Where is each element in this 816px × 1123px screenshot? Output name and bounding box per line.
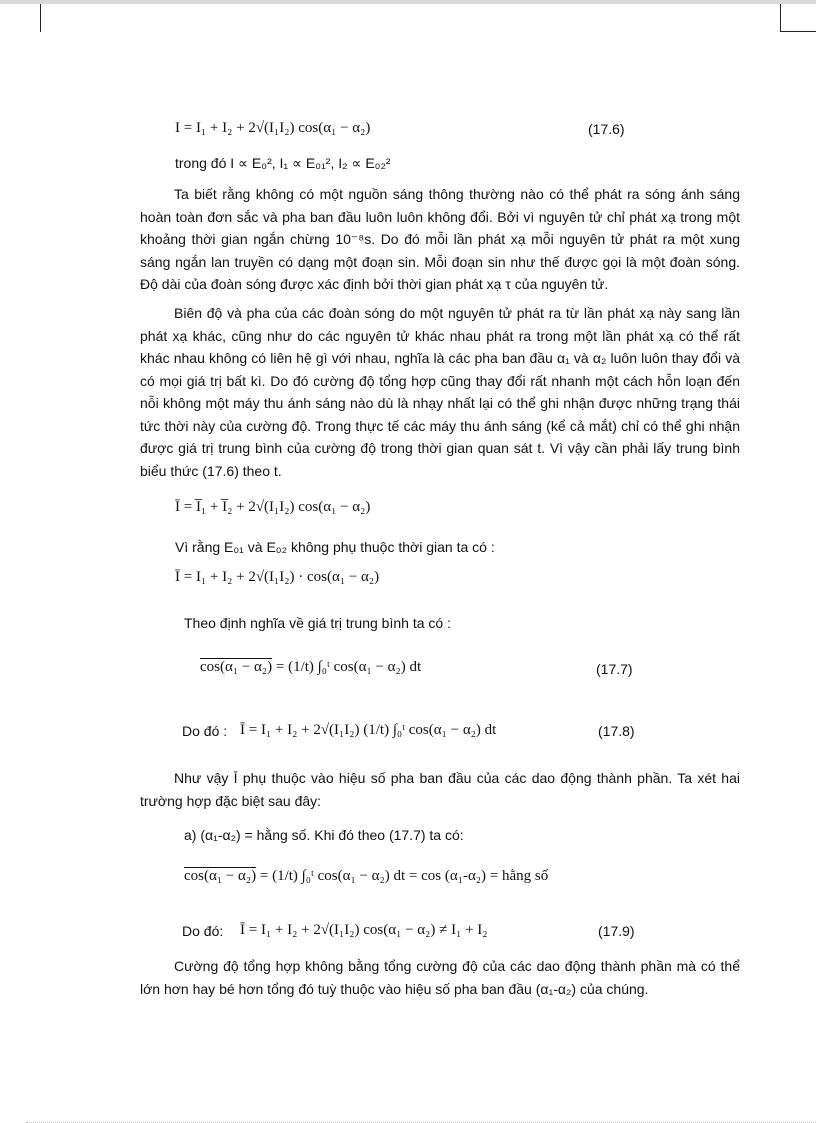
- crop-mark-right-horizontal: [780, 31, 816, 32]
- equation-17-8: Ī = I₁ + I₂ + 2√(I₁I₂) (1/t) ∫₀ᵗ cos(α₁ − α₂) dt: [240, 722, 497, 738]
- paragraph-2: Biên độ và pha của các đoàn sóng do một nguyên tử phát ra từ lần phát xạ này sang lần phát xạ khác, cũng như do các nguyên tử khác nhau phát ra trong một lần phát xạ có thể rất khác nhau không có liên hệ gì với nhau, nghĩa là các pha ban đầu α₁ và α₂ luôn luôn thay đổi và có mọi giá trị bất kì. Do đó cường độ tổng hợp cũng thay đổi rất nhanh một cách hỗn loạn đến nỗi không một máy thu ánh sáng nào dù là nhạy nhất lại có thể ghi nhận được những trạng thái tức thời này của cường độ. Trong thực tế các máy thu ánh sáng (kể cả mắt) chỉ có thể ghi nhận được giá trị trung bình của cường độ trong thời gian quan sát t. Vì vậy cần phải lấy trung bình biểu thức (17.6) theo t.: [140, 305, 740, 479]
- case-a-equation-lhs: cos(α₁ − α₂): [184, 868, 257, 884]
- paragraph-4: Cường độ tổng hợp không bằng tổng cường độ của các dao động thành phần mà có thể lớn hơn hay bé hơn tổng đó tuỳ thuộc vào hiệu số pha ban đầu (α₁-α₂) của chúng.: [140, 958, 740, 997]
- paragraph-1: Ta biết rằng không có một nguồn sáng thông thường nào có thể phát ra sóng ánh sáng hoàn toàn đơn sắc và pha ban đầu luôn luôn không đổi. Bởi vì nguyên tử chỉ phát xạ trong một khoảng thời gian ngắn chừng 10⁻⁸s. Do đó mỗi lần phát xạ mỗi nguyên tử phát ra một xung sáng ngắn lan truyền có dạng một đoạn sin. Mỗi đoạn sin như thế được gọi là một đoàn sóng. Độ dài của đoàn sóng được xác định bởi thời gian phát xạ τ của nguyên tử.: [140, 186, 740, 292]
- equation-17-9-prefix: Do đó:: [182, 923, 224, 939]
- equation-17-8-prefix: Do đó :: [182, 723, 228, 739]
- case-a-equation: [184, 866, 548, 886]
- equation-number-17-9: (17.9): [598, 923, 635, 939]
- because-line: Vì rằng E₀₁ và E₀₂ không phụ thuộc thời gian ta có :: [175, 539, 495, 555]
- equation-17-9: Ī = I₁ + I₂ + 2√(I₁I₂) cos(α₁ − α₂) ≠ I₁ + I₂: [240, 922, 488, 938]
- case-a-equation-rhs: = (1/t) ∫₀ᵗ cos(α₁ − α₂) dt = cos (α₁-α₂) = hằng số: [259, 868, 549, 884]
- where-line: trong đó I ∝ E₀², I₁ ∝ E₀₁², I₂ ∝ E₀₂²: [175, 155, 391, 171]
- equation-number-17-8: (17.8): [598, 723, 635, 739]
- equation-number-17-7: (17.7): [596, 661, 633, 677]
- case-a-line: a) (α₁-α₂) = hằng số. Khi đó theo (17.7) ta có:: [184, 827, 464, 843]
- crop-mark-left: [40, 4, 41, 32]
- paragraph-3: Như vậy Ī phụ thuộc vào hiệu số pha ban đầu của các dao động thành phần. Ta xét hai trường hợp đặc biệt sau đây:: [140, 770, 740, 809]
- definition-line: Theo định nghĩa về giá trị trung bình ta có :: [184, 615, 451, 631]
- average-equation-2: Ī = I₁ + I₂ + 2√(I₁I₂) · cos(α₁ − α₂): [175, 569, 380, 585]
- top-edge-bar: [0, 0, 816, 4]
- equation-17-7-rhs: = (1/t) ∫₀ᵗ cos(α₁ − α₂) dt: [275, 659, 422, 675]
- equation-17-6: I = I₁ + I₂ + 2√(I₁I₂) cos(α₁ − α₂): [175, 120, 371, 136]
- equation-17-7: [200, 657, 421, 677]
- equation-17-7-lhs: cos(α₁ − α₂): [200, 659, 273, 675]
- equation-number-17-6: (17.6): [588, 121, 625, 137]
- crop-mark-right: [780, 4, 781, 32]
- average-equation-1: Ī = I̅₁ + I̅₂ + 2√(I₁I₂) cos(α₁ − α₂): [175, 499, 371, 515]
